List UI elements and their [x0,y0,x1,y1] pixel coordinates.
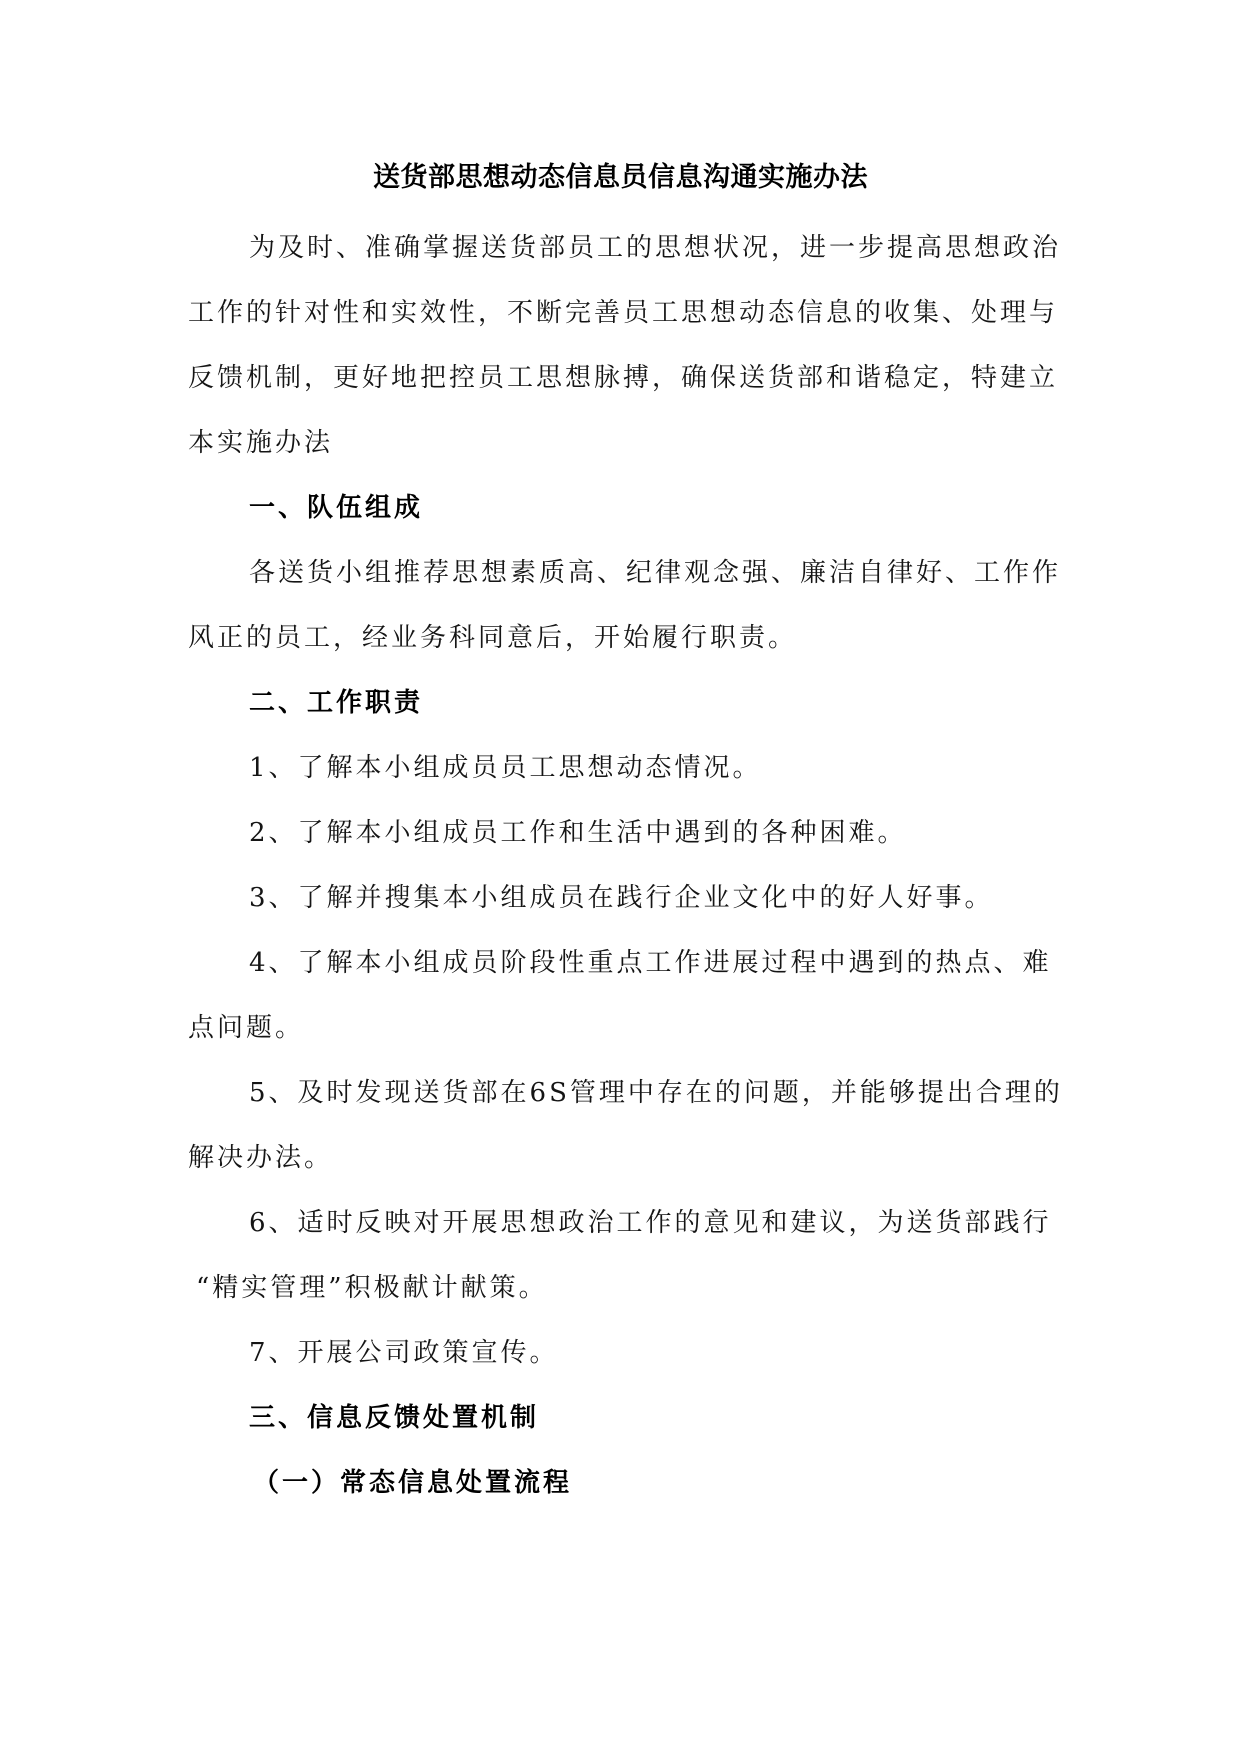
duty-item-5-line-1: 5、及时发现送货部在6S管理中存在的问题，并能够提出合理的 [249,1078,1063,1108]
duty-item-6-line-1: 6、适时反映对开展思想政治工作的意见和建议，为送货部践行 [249,1208,1052,1238]
document-title: 送货部思想动态信息员信息沟通实施办法 [373,162,868,193]
duty-item-6-line-2: “精实管理”积极献计献策。 [196,1273,548,1303]
section1-line-2: 风正的员工，经业务科同意后，开始履行职责。 [188,623,798,653]
section1-heading: 一、队伍组成 [249,493,424,523]
duty-item-4-line-2: 点问题。 [188,1013,305,1043]
intro-line-3: 反馈机制，更好地把控员工思想脉搏，确保送货部和谐稳定，特建立 [188,363,1059,393]
intro-line-1: 为及时、准确掌握送货部员工的思想状况，进一步提高思想政治 [249,233,1062,263]
duty-item-4-line-1: 4、了解本小组成员阶段性重点工作进展过程中遇到的热点、难 [249,948,1052,978]
duty-item-1: 1、了解本小组成员员工思想动态情况。 [249,753,762,783]
duty-item-3: 3、了解并搜集本小组成员在践行企业文化中的好人好事。 [249,883,994,913]
duty-item-5-line-2: 解决办法。 [188,1143,334,1173]
section3-subheading: （一）常态信息处置流程 [253,1468,573,1498]
intro-line-4: 本实施办法 [188,428,334,458]
duty-item-7: 7、开展公司政策宣传。 [249,1338,559,1368]
duty-item-2: 2、了解本小组成员工作和生活中遇到的各种困难。 [249,818,907,848]
section2-heading: 二、工作职责 [249,688,424,718]
section1-line-1: 各送货小组推荐思想素质高、纪律观念强、廉洁自律好、工作作 [249,558,1062,588]
intro-line-2: 工作的针对性和实效性，不断完善员工思想动态信息的收集、处理与 [188,298,1059,328]
section3-heading: 三、信息反馈处置机制 [249,1403,540,1433]
